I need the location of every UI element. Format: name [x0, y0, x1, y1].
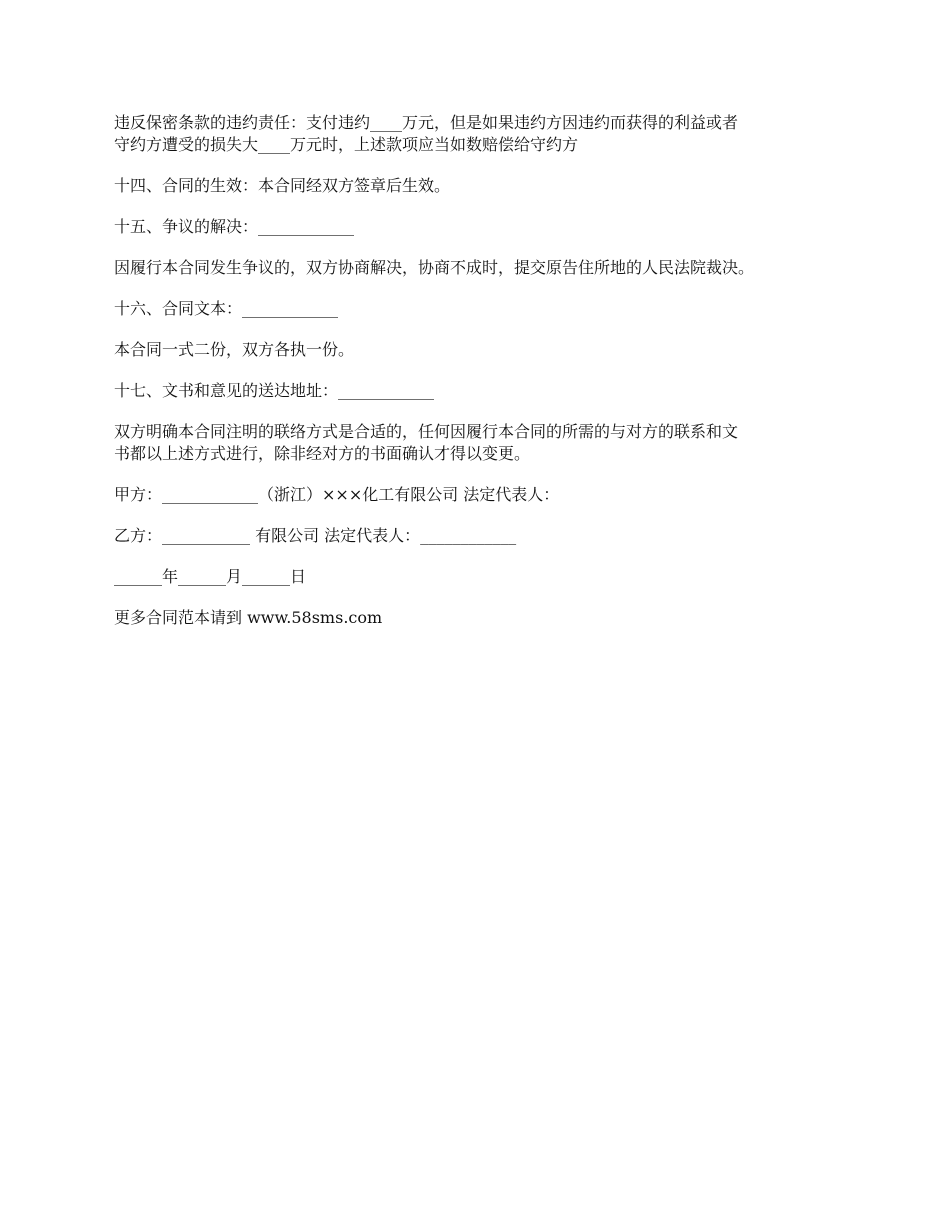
text-line: 双方明确本合同注明的联络方式是合适的，任何因履行本合同的所需的与对方的联系和文: [114, 422, 739, 441]
clause-16-text-heading: [114, 298, 854, 320]
text-line: 因履行本合同发生争议的，双方协商解决，协商不成时，提交原告住所地的人民法院裁决。: [114, 258, 755, 277]
text-line: 书都以上述方式进行，除非经对方的书面确认才得以变更。: [114, 444, 531, 463]
footer-link-line: [114, 607, 854, 629]
party-b-line: [114, 525, 854, 547]
text-line: ______年______月______日: [114, 567, 307, 586]
document-body: [114, 112, 854, 648]
clause-16-text-body: [114, 339, 854, 361]
party-a-line: [114, 484, 854, 506]
text-line: 守约方遭受的损失大____万元时，上述款项应当如数赔偿给守约方: [114, 135, 579, 154]
text-line: 十七、文书和意见的送达地址：____________: [114, 381, 435, 400]
text-line: 违反保密条款的违约责任：支付违约____万元，但是如果违约方因违约而获得的利益或者: [114, 113, 739, 132]
clause-14-effectiveness: [114, 175, 854, 197]
clause-17-address-heading: [114, 380, 854, 402]
text-line: 乙方：___________ 有限公司 法定代表人：____________: [114, 526, 517, 545]
breach-confidentiality-liability: [114, 112, 854, 156]
clause-17-address-body: [114, 421, 854, 465]
text-line: 本合同一式二份，双方各执一份。: [114, 340, 355, 359]
text-line: 十六、合同文本：____________: [114, 299, 339, 318]
text-line: 十四、合同的生效：本合同经双方签章后生效。: [114, 176, 451, 195]
text-line: 更多合同范本请到 www.58sms.com: [114, 608, 383, 627]
text-line: 十五、争议的解决：____________: [114, 217, 355, 236]
date-line: [114, 566, 854, 588]
clause-15-dispute-body: [114, 257, 854, 279]
clause-15-dispute-heading: [114, 216, 854, 238]
text-line: 甲方：____________（浙江）×××化工有限公司 法定代表人：: [114, 485, 560, 504]
